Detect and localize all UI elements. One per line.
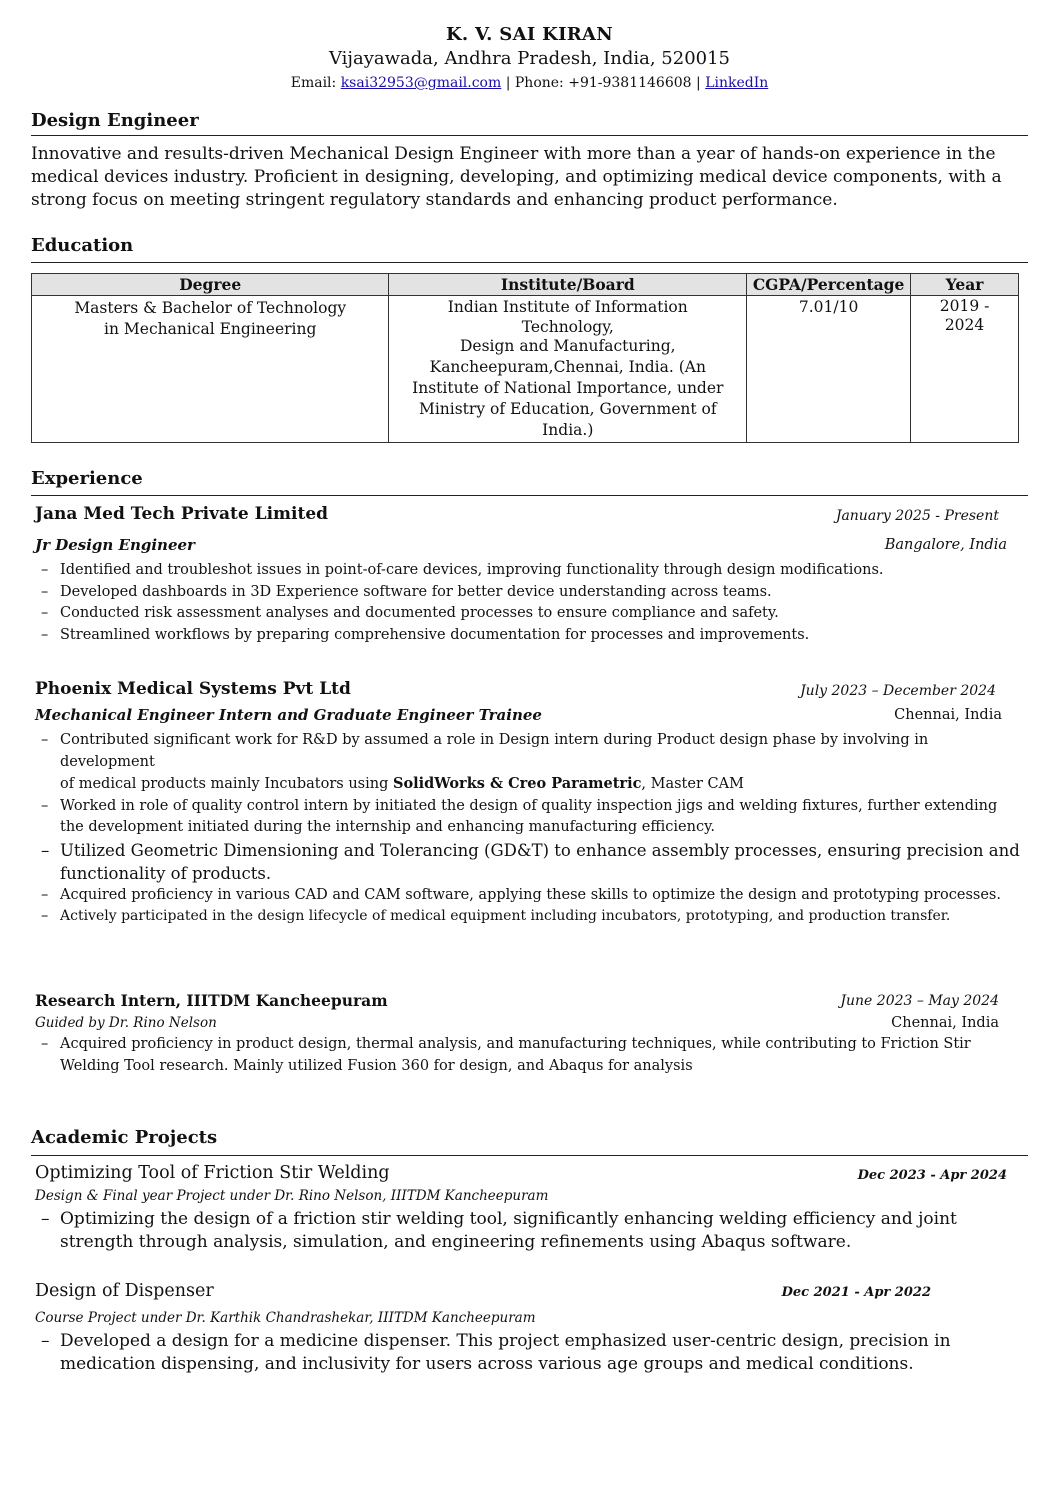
bullet-dash: – bbox=[41, 840, 50, 860]
list-item bbox=[37, 1330, 1022, 1376]
bullet-text: Developed a design for a medicine dispenser. This project emphasized user-centric design, precision in medication dispensing, and inclusivity for users across various age groups and medical conditions. bbox=[60, 1331, 951, 1374]
project-subtitle: Design & Final year Project under Dr. Rino Nelson, IIITDM Kancheepuram bbox=[35, 1188, 549, 1204]
bullet-text: Contributed significant work for R&D by assumed a role in Design intern during Product design phase by involving in development bbox=[60, 732, 929, 770]
list-item bbox=[37, 582, 1022, 604]
header-institute: Institute/Board bbox=[389, 274, 747, 296]
email-link[interactable]: ksai32953@gmail.com bbox=[340, 75, 502, 91]
year-line: 2024 bbox=[944, 316, 985, 334]
contact-line bbox=[0, 75, 1059, 91]
project-date: Dec 2021 - Apr 2022 bbox=[781, 1285, 931, 1300]
bullet-text: Streamlined workflows by preparing comprehensive documentation for processes and improvements. bbox=[60, 626, 810, 643]
cgpa-value: 7.01/10 bbox=[798, 298, 859, 316]
education-header-row bbox=[32, 274, 1019, 296]
project-subtitle: Course Project under Dr. Karthik Chandrashekar, IIITDM Kancheepuram bbox=[35, 1310, 536, 1326]
bullet-dash: – bbox=[41, 626, 49, 643]
job-date: July 2023 – December 2024 bbox=[800, 683, 996, 699]
project-bullets bbox=[37, 1330, 1022, 1376]
job-date: June 2023 – May 2024 bbox=[840, 993, 999, 1009]
education-divider bbox=[31, 262, 1028, 263]
header-cgpa: CGPA/Percentage bbox=[747, 274, 911, 296]
project-bullets bbox=[37, 1208, 1022, 1254]
year-cell bbox=[911, 296, 1019, 443]
job-location: Bangalore, India bbox=[884, 537, 1007, 553]
list-item bbox=[37, 625, 1022, 647]
list-item bbox=[37, 885, 1022, 907]
bullet-text: Developed dashboards in 3D Experience software for better device understanding across teams. bbox=[60, 583, 772, 600]
bullet-dash: – bbox=[41, 583, 49, 600]
experience-divider bbox=[31, 495, 1028, 496]
list-item bbox=[37, 1208, 1022, 1254]
bullet-text: of medical products mainly Incubators using bbox=[60, 776, 393, 792]
list-item bbox=[37, 730, 1022, 796]
institute-line: Technology, bbox=[521, 318, 614, 336]
experience-title: Experience bbox=[31, 468, 143, 489]
bullet-text: Utilized Geometric Dimensioning and Tolerancing (GD&T) to enhance assembly processes, ensuring precision and functionality of products. bbox=[60, 840, 1020, 883]
job-bullets bbox=[37, 730, 1022, 928]
job-bullets bbox=[37, 560, 1022, 646]
job-company: Research Intern, IIITDM Kancheepuram bbox=[35, 991, 388, 1010]
phone-text: | Phone: +91-9381146608 | bbox=[501, 75, 706, 91]
bullet-text: Acquired proficiency in product design, thermal analysis, and manufacturing techniques, while contributing to Friction Stir Welding Tool research. Mainly utilized Fusion 360 for design, and Abaqus for analysis bbox=[60, 1036, 971, 1074]
list-item bbox=[37, 1034, 1022, 1077]
education-table bbox=[31, 273, 1019, 443]
bullet-text: Optimizing the design of a friction stir welding tool, significantly enhancing welding efficiency and joint strength through analysis, simulation, and engineering refinements using Abaqus software. bbox=[60, 1209, 957, 1252]
institute-line: Institute of National Importance, under bbox=[412, 379, 724, 397]
list-item bbox=[37, 796, 1022, 839]
institute-cell bbox=[389, 296, 747, 443]
list-item bbox=[37, 906, 1022, 928]
job-company: Phoenix Medical Systems Pvt Ltd bbox=[35, 679, 351, 699]
header-year: Year bbox=[911, 274, 1019, 296]
institute-line: India.) bbox=[542, 421, 594, 439]
job-date: January 2025 - Present bbox=[835, 508, 999, 524]
table-row bbox=[32, 296, 1019, 443]
degree-line: Masters & Bachelor of Technology bbox=[74, 299, 347, 317]
job-location: Chennai, India bbox=[891, 1015, 999, 1031]
bullet-dash: – bbox=[41, 732, 49, 748]
job-role: Jr Design Engineer bbox=[35, 536, 195, 554]
summary-divider bbox=[31, 135, 1028, 136]
job-bullets bbox=[37, 1034, 1022, 1077]
list-item bbox=[37, 839, 1022, 885]
email-label: Email: bbox=[290, 75, 341, 91]
institute-line: Kancheepuram,Chennai, India. (An bbox=[429, 358, 706, 376]
degree-cell bbox=[32, 296, 389, 443]
bullet-text: , Master CAM bbox=[641, 776, 744, 792]
education-title: Education bbox=[31, 235, 134, 256]
bullet-bold-text: SolidWorks & Creo Parametric bbox=[392, 775, 642, 792]
project-date: Dec 2023 - Apr 2024 bbox=[857, 1168, 1007, 1183]
summary-title: Design Engineer bbox=[31, 110, 199, 131]
project-name: Design of Dispenser bbox=[35, 1281, 214, 1301]
cgpa-cell bbox=[747, 296, 911, 443]
address: Vijayawada, Andhra Pradesh, India, 520015 bbox=[328, 48, 731, 69]
institute-line: Indian Institute of Information bbox=[447, 298, 688, 316]
bullet-dash: – bbox=[41, 605, 49, 621]
candidate-name: K. V. SAI KIRAN bbox=[445, 24, 614, 45]
header-degree: Degree bbox=[32, 274, 389, 296]
bullet-dash: – bbox=[41, 886, 49, 903]
degree-line: in Mechanical Engineering bbox=[104, 320, 317, 338]
project-name: Optimizing Tool of Friction Stir Welding bbox=[35, 1163, 390, 1183]
bullet-text: Conducted risk assessment analyses and documented processes to ensure compliance and safety. bbox=[60, 605, 779, 621]
summary-text: Innovative and results-driven Mechanical Design Engineer with more than a year of hands-on experience in the medical devices industry. Proficient in designing, developing, and optimizing medical device components, with a strong focus on meeting stringent regulatory standards and enhancing product performance. bbox=[31, 144, 1002, 210]
year-line: 2019 - bbox=[939, 297, 990, 315]
job-role: Guided by Dr. Rino Nelson bbox=[35, 1015, 217, 1031]
job-role: Mechanical Engineer Intern and Graduate Engineer Trainee bbox=[35, 706, 542, 724]
institute-line: Design and Manufacturing, bbox=[460, 337, 676, 355]
institute-line: Ministry of Education, Government of bbox=[418, 400, 717, 418]
job-location: Chennai, India bbox=[894, 707, 1002, 723]
bullet-dash: – bbox=[41, 908, 49, 924]
bullet-text: Actively participated in the design lifecycle of medical equipment including incubators, prototyping, and production transfer. bbox=[60, 908, 951, 924]
bullet-dash: – bbox=[41, 1036, 49, 1052]
bullet-dash: – bbox=[41, 797, 49, 814]
linkedin-link[interactable]: LinkedIn bbox=[705, 75, 769, 91]
bullet-text: Worked in role of quality control intern by initiated the design of quality inspection jigs and welding fixtures, further extending the development initiated during the internship and enhancing manufacturing efficiency. bbox=[60, 797, 998, 835]
bullet-dash: – bbox=[41, 1209, 50, 1229]
bullet-dash: – bbox=[41, 1331, 50, 1351]
bullet-dash: – bbox=[41, 562, 49, 578]
bullet-text: Identified and troubleshot issues in point-of-care devices, improving functionality through design modifications. bbox=[60, 562, 884, 578]
job-company: Jana Med Tech Private Limited bbox=[35, 504, 329, 524]
list-item bbox=[37, 560, 1022, 582]
projects-title: Academic Projects bbox=[31, 1127, 218, 1148]
projects-divider bbox=[31, 1155, 1028, 1156]
bullet-text: Acquired proficiency in various CAD and CAM software, applying these skills to optimize the design and prototyping processes. bbox=[60, 886, 1001, 903]
list-item bbox=[37, 603, 1022, 625]
